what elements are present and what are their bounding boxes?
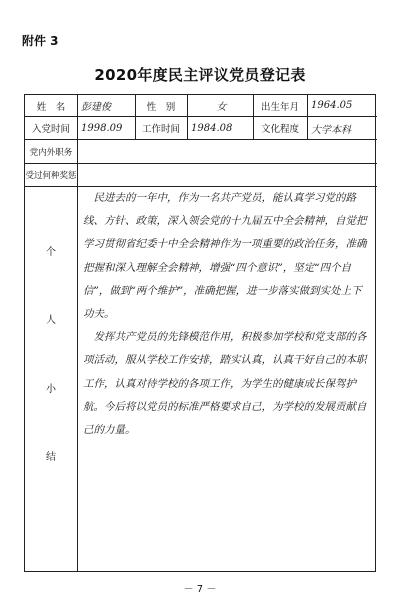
summary-label-char: 人 (46, 315, 56, 327)
gender-label: 性 别 (146, 101, 176, 113)
summary-text: 民进去的一年中，作为一名共产党员，能认真学习党的路线、方针、政策，深入领会党的十九届五中全会精神，自觉把学习贯彻省纪委十中全会精神作为一项重要的政治任务，准确把握和深入理解全会精神，增强“四个意识”，坚定“四个自信”，做到“两个维护”，准确把握，进一步落实做到实处上下功夫。 发挥共产党员的先锋模范作用，积极参加学校和党支部的各项活动，服从学校工作安排，踏实认真，认真干好自己的本职工作，认真对待学校的各项工作，为学生的健康成长保驾护航。今后将以党员的标准严格要求自己，为学校的发展贡献自己的力量。 (83, 192, 367, 437)
join-value: 1998.09 (81, 122, 123, 134)
page-title: 2020年度民主评议党员登记表 (94, 66, 306, 84)
join-label: 入党时间 (31, 124, 70, 135)
edu-value: 大学本科 (311, 124, 351, 136)
summary-label-char: 小 (46, 383, 56, 395)
birth-value: 1964.05 (311, 100, 353, 111)
work-value: 1984.08 (191, 122, 233, 134)
summary-label-char: 结 (46, 451, 56, 463)
birth-label: 出生年月 (260, 101, 299, 113)
name-value: 彭建俊 (81, 102, 111, 113)
page-number: － 7 － (183, 584, 217, 595)
appendix-label: 附件 3 (22, 34, 59, 48)
outside-duty-label: 党内外职务 (29, 147, 73, 158)
name-label: 姓 名 (36, 101, 66, 113)
work-label: 工作时间 (141, 124, 180, 135)
awards-label: 受过何种奖惩 (25, 171, 77, 181)
registration-form (24, 94, 376, 572)
edu-label: 文化程度 (260, 124, 299, 135)
summary-label (25, 243, 77, 463)
col-divider (77, 186, 78, 571)
summary-label-char: 个 (46, 247, 56, 258)
gender-value: 女 (216, 102, 227, 113)
